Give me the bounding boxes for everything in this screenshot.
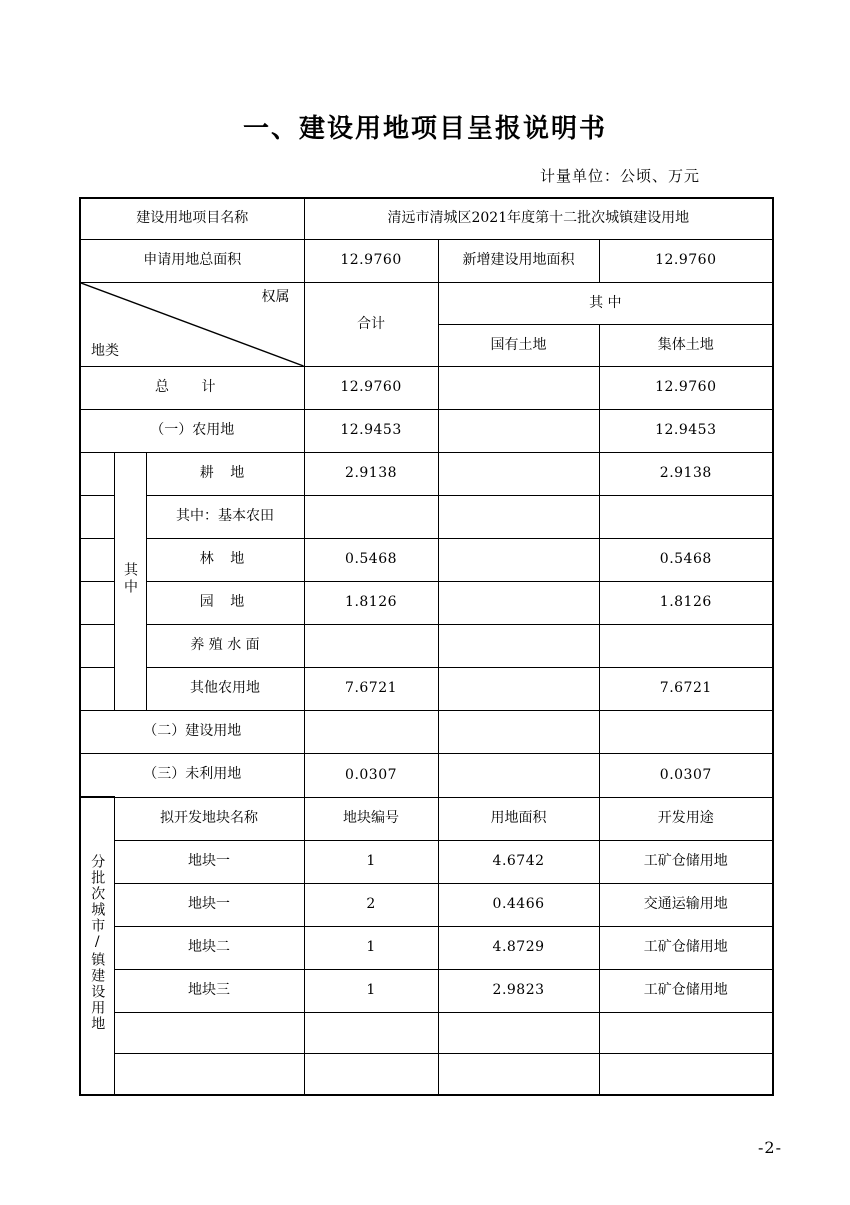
table-row-construction-land <box>80 711 773 754</box>
row-total-value: 2.9138 <box>304 453 438 496</box>
table-row-parcel <box>80 926 773 969</box>
state-owned-land-header: 国有土地 <box>438 325 599 367</box>
parcel-area <box>438 1053 599 1095</box>
row-total-value: 12.9760 <box>304 367 438 410</box>
table-row-total-area <box>80 240 773 283</box>
new-construction-value: 12.9760 <box>599 240 773 283</box>
parcel-area: 2.9823 <box>438 969 599 1012</box>
among-which-side-text: 其中 <box>122 561 138 596</box>
row-collective-value <box>599 711 773 754</box>
table-row-aquaculture-surface <box>80 625 773 668</box>
row-label: 林 地 <box>146 539 304 582</box>
row-state-value <box>438 582 599 625</box>
empty-left-spacer <box>80 668 114 711</box>
row-collective-value: 2.9138 <box>599 453 773 496</box>
row-state-value <box>438 453 599 496</box>
parcel-number: 2 <box>304 883 438 926</box>
parcel-number-header: 地块编号 <box>304 797 438 840</box>
parcel-section-side-label <box>80 797 114 1095</box>
row-label: 其他农用地 <box>146 668 304 711</box>
page-title: 一、建设用地项目呈报说明书 <box>242 114 607 144</box>
table-row-garden-land <box>80 582 773 625</box>
parcel-section-side-text: 分批次城市/镇建设用地 <box>89 854 106 1032</box>
empty-left-spacer <box>80 496 114 539</box>
among-which-header: 其 中 <box>438 283 773 325</box>
table-row-cultivated-land <box>80 453 773 496</box>
landtype-label: 地类 <box>91 342 119 359</box>
empty-left-spacer <box>80 582 114 625</box>
parcel-purpose <box>599 1012 773 1053</box>
parcel-name: 地块一 <box>114 883 304 926</box>
table-row-parcel-empty <box>80 1053 773 1095</box>
row-collective-value <box>599 625 773 668</box>
parcel-purpose <box>599 1053 773 1095</box>
parcel-name-header: 拟开发地块名称 <box>114 797 304 840</box>
table-row-parcel <box>80 969 773 1012</box>
table-row-parcel <box>80 883 773 926</box>
row-state-value <box>438 625 599 668</box>
parcel-name <box>114 1012 304 1053</box>
row-label: 养 殖 水 面 <box>146 625 304 668</box>
row-total-value: 7.6721 <box>304 668 438 711</box>
row-collective-value: 0.0307 <box>599 754 773 798</box>
parcel-purpose: 工矿仓储用地 <box>599 926 773 969</box>
parcel-number: 1 <box>304 969 438 1012</box>
total-area-label: 申请用地总面积 <box>80 240 304 283</box>
row-label: 耕 地 <box>146 453 304 496</box>
table-row-unused-land <box>80 754 773 798</box>
parcel-area <box>438 1012 599 1053</box>
row-label: （二）建设用地 <box>80 711 304 754</box>
parcel-name: 地块二 <box>114 926 304 969</box>
table-row-agricultural-land <box>80 410 773 453</box>
land-requisition-table <box>79 197 772 1096</box>
parcel-purpose-header: 开发用途 <box>599 797 773 840</box>
empty-left-spacer <box>80 539 114 582</box>
row-state-value <box>438 496 599 539</box>
parcel-area: 0.4466 <box>438 883 599 926</box>
parcel-area-header: 用地面积 <box>438 797 599 840</box>
row-state-value <box>438 410 599 453</box>
parcel-number: 1 <box>304 926 438 969</box>
row-label: 总 计 <box>80 367 304 410</box>
row-total-value: 0.5468 <box>304 539 438 582</box>
parcel-number: 1 <box>304 840 438 883</box>
table-row-basic-farmland <box>80 496 773 539</box>
row-state-value <box>438 668 599 711</box>
collective-land-header: 集体土地 <box>599 325 773 367</box>
table-row-parcel <box>80 840 773 883</box>
row-collective-value: 7.6721 <box>599 668 773 711</box>
parcel-purpose: 交通运输用地 <box>599 883 773 926</box>
row-label: （一）农用地 <box>80 410 304 453</box>
row-total-value: 1.8126 <box>304 582 438 625</box>
row-collective-value: 0.5468 <box>599 539 773 582</box>
parcel-area: 4.6742 <box>438 840 599 883</box>
row-label: 其中：基本农田 <box>146 496 304 539</box>
table-row-forest-land <box>80 539 773 582</box>
row-label: （三）未利用地 <box>80 754 304 798</box>
table-row-project-name <box>80 198 773 240</box>
table-row-grand-total <box>80 367 773 410</box>
parcel-purpose: 工矿仓储用地 <box>599 969 773 1012</box>
empty-left-spacer <box>80 625 114 668</box>
row-total-value <box>304 625 438 668</box>
row-state-value <box>438 367 599 410</box>
table-row-other-agricultural-land <box>80 668 773 711</box>
table-row-parcel-empty <box>80 1012 773 1053</box>
row-collective-value: 1.8126 <box>599 582 773 625</box>
parcel-name: 地块一 <box>114 840 304 883</box>
table-row-header-ownership <box>80 283 773 325</box>
page-number: -2- <box>758 1138 782 1157</box>
row-label: 园 地 <box>146 582 304 625</box>
parcel-number <box>304 1053 438 1095</box>
empty-left-spacer <box>80 453 114 496</box>
row-total-value: 0.0307 <box>304 754 438 798</box>
parcel-number <box>304 1012 438 1053</box>
measurement-unit-note: 计量单位：公顷、万元 <box>539 167 700 185</box>
row-collective-value: 12.9760 <box>599 367 773 410</box>
total-area-value: 12.9760 <box>304 240 438 283</box>
parcel-purpose: 工矿仓储用地 <box>599 840 773 883</box>
row-state-value <box>438 711 599 754</box>
row-total-value <box>304 496 438 539</box>
parcel-name: 地块三 <box>114 969 304 1012</box>
project-name-label: 建设用地项目名称 <box>80 198 304 240</box>
diagonal-header-cell <box>80 283 304 367</box>
row-state-value <box>438 754 599 798</box>
new-construction-label: 新增建设用地面积 <box>438 240 599 283</box>
row-state-value <box>438 539 599 582</box>
row-total-value: 12.9453 <box>304 410 438 453</box>
project-name-value: 清远市清城区2021年度第十二批次城镇建设用地 <box>304 198 773 240</box>
parcel-name <box>114 1053 304 1095</box>
among-which-side-label <box>114 453 146 711</box>
parcel-area: 4.8729 <box>438 926 599 969</box>
total-column-header: 合计 <box>304 283 438 367</box>
table-row-parcel-headers <box>80 797 773 840</box>
ownership-label: 权属 <box>261 289 290 305</box>
row-total-value <box>304 711 438 754</box>
row-collective-value: 12.9453 <box>599 410 773 453</box>
row-collective-value <box>599 496 773 539</box>
